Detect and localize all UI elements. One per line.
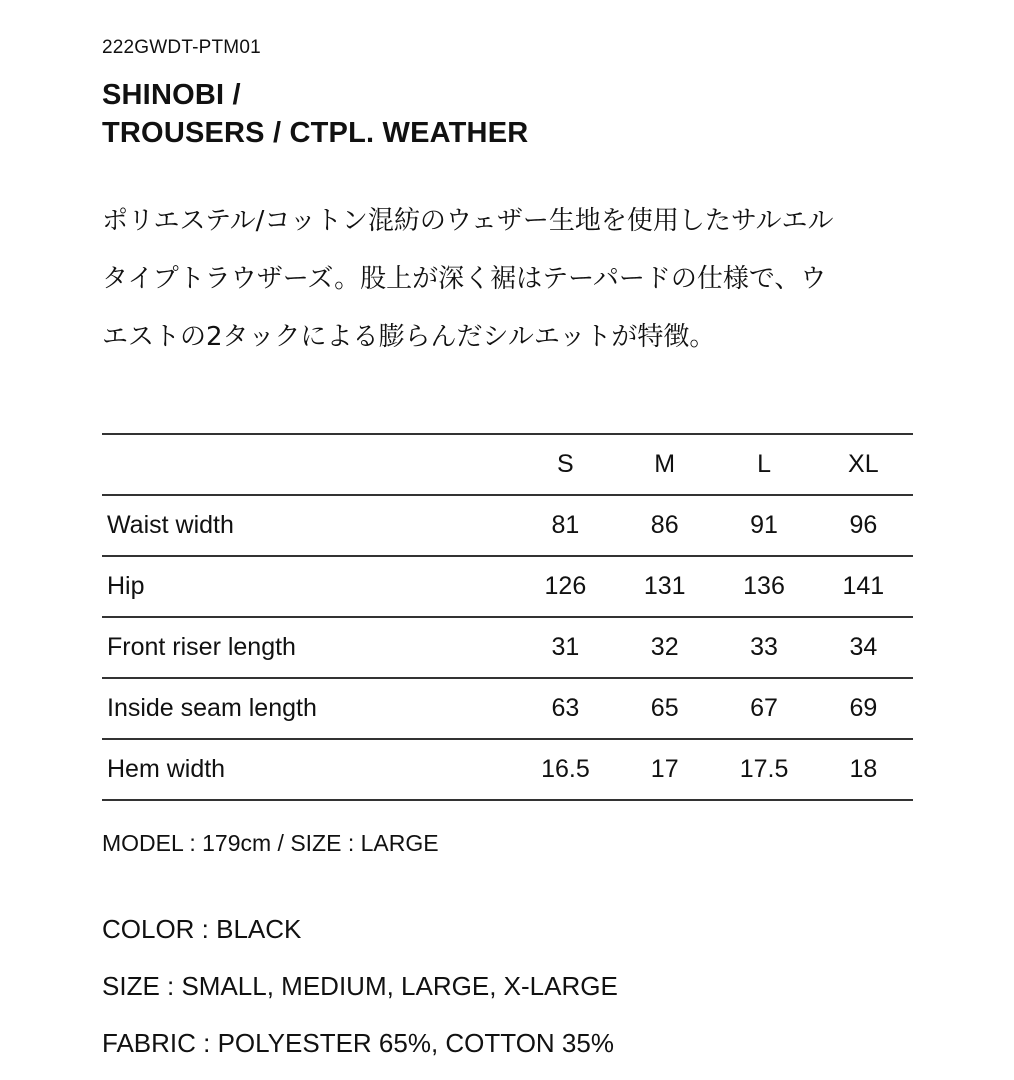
table-cell: 126 xyxy=(516,556,615,617)
size-column-xl: XL xyxy=(814,434,913,495)
table-cell: 32 xyxy=(615,617,714,678)
size-chart-table xyxy=(102,433,913,801)
color-spec: COLOR : BLACK xyxy=(102,914,302,944)
table-cell: 96 xyxy=(814,495,913,556)
table-cell: 136 xyxy=(714,556,813,617)
product-title-line-2: TROUSERS / CTPL. WEATHER xyxy=(102,117,529,149)
fabric-spec: FABRIC : POLYESTER 65%, COTTON 35% xyxy=(102,1028,614,1058)
size-header-corner xyxy=(102,434,516,495)
table-cell: 65 xyxy=(615,678,714,739)
table-cell: 33 xyxy=(714,617,813,678)
model-info: MODEL : 179cm / SIZE : LARGE xyxy=(102,830,439,856)
table-row xyxy=(102,678,913,739)
table-cell: 17.5 xyxy=(714,739,813,800)
table-cell: 34 xyxy=(814,617,913,678)
table-row xyxy=(102,617,913,678)
product-title xyxy=(102,76,528,152)
size-column-m: M xyxy=(615,434,714,495)
product-title-line-1: SHINOBI / xyxy=(102,79,241,111)
product-description xyxy=(102,192,917,366)
size-column-s: S xyxy=(516,434,615,495)
description-line: エストの2タックによる膨らんだシルエットが特徴。 xyxy=(102,322,716,352)
row-label-front-riser-length: Front riser length xyxy=(102,617,516,678)
table-cell: 63 xyxy=(516,678,615,739)
row-label-waist-width: Waist width xyxy=(102,495,516,556)
table-cell: 141 xyxy=(814,556,913,617)
table-cell: 86 xyxy=(615,495,714,556)
table-row xyxy=(102,495,913,556)
table-cell: 18 xyxy=(814,739,913,800)
description-line: ポリエステル/コットン混紡のウェザー生地を使用したサルエル xyxy=(102,206,834,236)
description-line: タイプトラウザーズ。股上が深く裾はテーパードの仕様で、ウ xyxy=(102,264,827,294)
table-cell: 91 xyxy=(714,495,813,556)
table-cell: 131 xyxy=(615,556,714,617)
table-cell: 67 xyxy=(714,678,813,739)
size-spec: SIZE : SMALL, MEDIUM, LARGE, X-LARGE xyxy=(102,971,618,1001)
product-code: 222GWDT-PTM01 xyxy=(102,37,261,58)
table-cell: 81 xyxy=(516,495,615,556)
size-column-l: L xyxy=(714,434,813,495)
table-cell: 31 xyxy=(516,617,615,678)
row-label-hem-width: Hem width xyxy=(102,739,516,800)
table-cell: 17 xyxy=(615,739,714,800)
size-header-row xyxy=(102,434,913,495)
table-row xyxy=(102,739,913,800)
row-label-hip: Hip xyxy=(102,556,516,617)
table-cell: 69 xyxy=(814,678,913,739)
table-row xyxy=(102,556,913,617)
row-label-inside-seam-length: Inside seam length xyxy=(102,678,516,739)
table-cell: 16.5 xyxy=(516,739,615,800)
